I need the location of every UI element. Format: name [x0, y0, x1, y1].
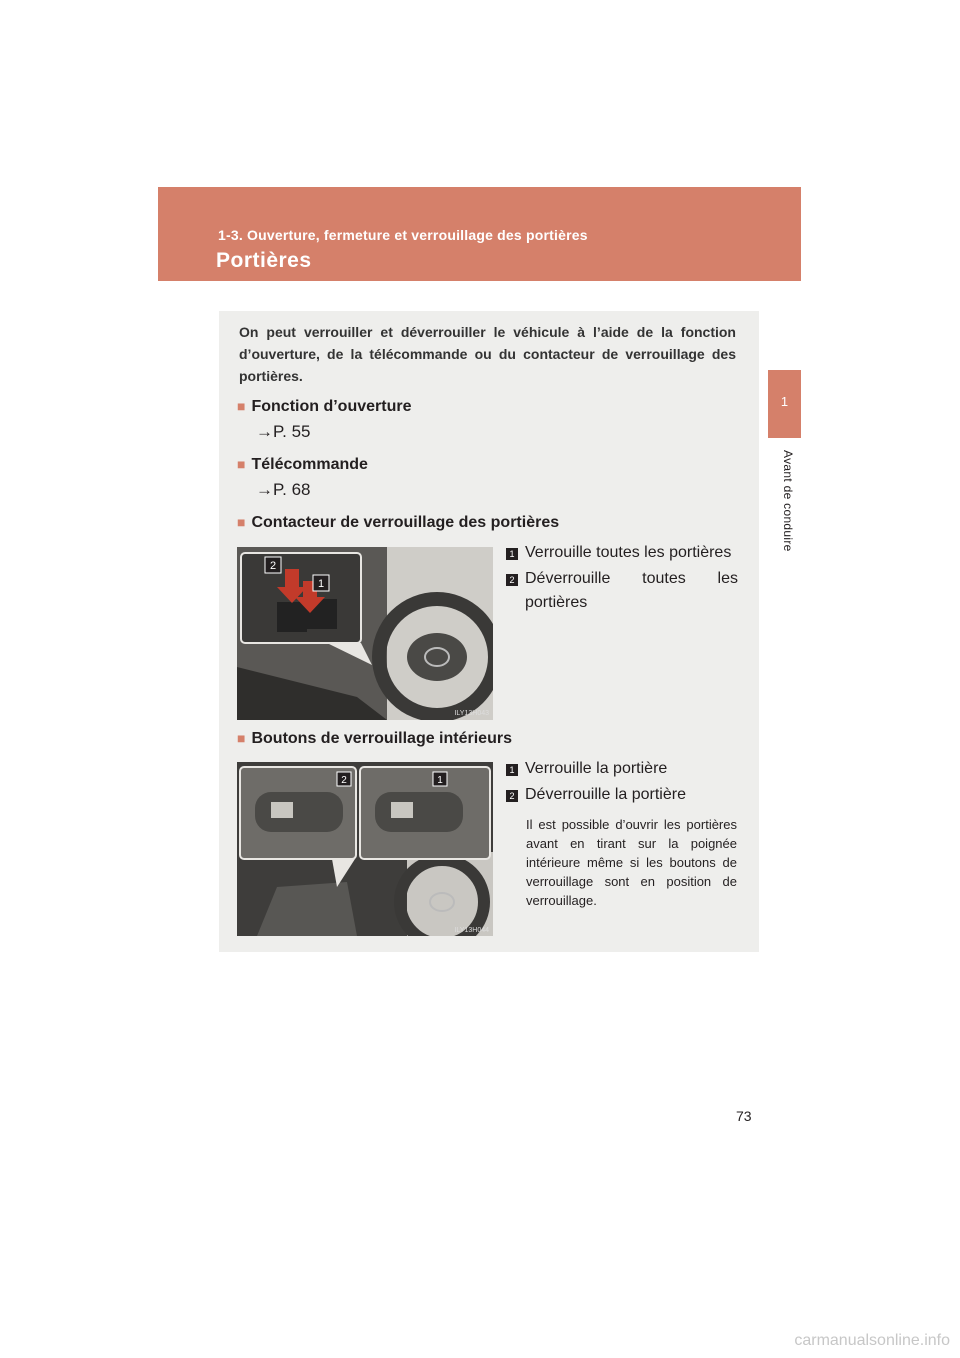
heading-boutons-interieurs: ■ Boutons de verrouillage intérieurs [237, 730, 512, 747]
page-ref-link[interactable]: →P. 55 [256, 422, 311, 441]
watermark: carmanualsonline.info [794, 1332, 950, 1349]
chapter-tab-number: 1 [780, 394, 789, 409]
heading-telecommande: ■ Télécommande [237, 456, 368, 473]
door-lock-switch-illustration [237, 547, 493, 720]
square-bullet-icon: ■ [237, 514, 246, 530]
heading-contacteur: ■ Contacteur de verrouillage des portières [237, 514, 560, 531]
callout-1-label: 1 [437, 775, 443, 786]
item-unlock-door: Déverrouille la portière [525, 786, 686, 803]
content-panel [219, 311, 759, 952]
page-number: 73 [736, 1108, 752, 1124]
square-bullet-icon: ■ [237, 456, 246, 472]
image-code: ILY13H044 [454, 927, 489, 934]
chapter-header [158, 187, 801, 281]
item-lock-door: Verrouille la portière [525, 760, 668, 777]
chapter-tab[interactable] [768, 370, 801, 438]
item-lock-all: Verrouille toutes les portières [525, 544, 732, 561]
door-lock-switch-photo [237, 547, 493, 720]
step-1-marker: 1 [506, 548, 518, 560]
step-2-marker: 2 [506, 790, 518, 802]
callout-1-label: 1 [317, 578, 325, 590]
item-unlock-all: Déverrouille toutes les portières [525, 570, 738, 611]
square-bullet-icon: ■ [237, 730, 246, 746]
callout-2-label: 2 [341, 775, 347, 786]
page-title: Portières [216, 249, 312, 272]
section-label: 1-3. Ouverture, fermeture et verrouillage des portières [218, 227, 588, 243]
heading-fonction-ouverture: ■ Fonction d’ouverture [237, 398, 412, 415]
note-text: Il est possible d’ouvrir les portières avant en tirant sur la poignée intérieure même si les boutons de verrouillage sont en position de verrouillage. [526, 817, 737, 908]
step-1-marker: 1 [506, 764, 518, 776]
inside-lock-buttons-photo [237, 762, 493, 936]
page-ref-link[interactable]: →P. 68 [256, 480, 311, 499]
intro-text: On peut verrouiller et déverrouiller le véhicule à l’aide de la fonction d’ouverture, de la télécommande ou du contacteur de verrouillage des portières. [239, 324, 736, 384]
inside-lock-buttons-illustration [237, 762, 493, 936]
square-bullet-icon: ■ [237, 398, 246, 414]
callout-2-label: 2 [269, 560, 277, 572]
image-code: ILY13H043 [454, 710, 489, 717]
chapter-tab-label: Avant de conduire [781, 450, 795, 552]
step-2-marker: 2 [506, 574, 518, 586]
